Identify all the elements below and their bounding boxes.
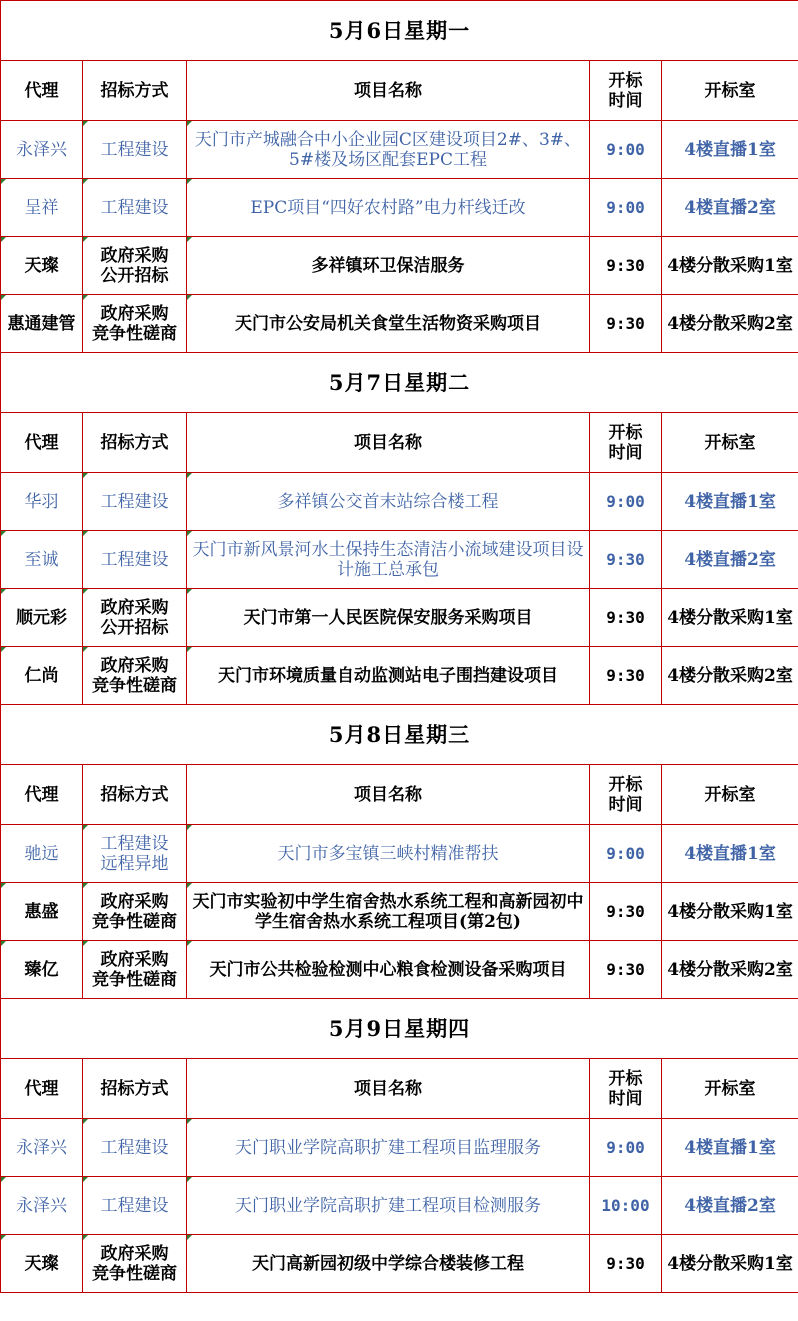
comment-marker-icon [1,883,6,888]
table-row [1,531,798,589]
day-title-row [1,1,798,61]
agent-cell: 天璨 [1,1235,83,1293]
comment-marker-icon [83,531,88,536]
comment-marker-icon [83,179,88,184]
comment-marker-icon [83,589,88,594]
room-cell: 4楼分散采购1室 [662,1235,798,1293]
time-cell: 9:00 [590,1119,662,1177]
project-cell: 天门市实验初中学生宿舍热水系统工程和高新园初中学生宿舍热水系统工程项目(第2包) [187,883,590,941]
header-agent: 代理 [1,765,83,825]
time-cell: 9:30 [590,295,662,353]
comment-marker-icon [187,647,192,652]
room-cell: 4楼直播1室 [662,1119,798,1177]
room-cell: 4楼直播1室 [662,473,798,531]
room-cell: 4楼分散采购1室 [662,589,798,647]
header-time: 开标 时间 [590,61,662,121]
project-cell: 天门市环境质量自动监测站电子围挡建设项目 [187,647,590,705]
comment-marker-icon [1,1177,6,1182]
room-cell: 4楼分散采购2室 [662,295,798,353]
header-row [1,765,798,825]
comment-marker-icon [187,825,192,830]
room-cell: 4楼直播2室 [662,1177,798,1235]
time-cell: 10:00 [590,1177,662,1235]
comment-marker-icon [187,295,192,300]
header-room: 开标室 [662,765,798,825]
comment-marker-icon [187,531,192,536]
comment-marker-icon [83,237,88,242]
method-cell: 政府采购 竞争性磋商 [83,883,187,941]
header-row [1,61,798,121]
table-row [1,179,798,237]
agent-cell: 仁尚 [1,647,83,705]
time-cell: 9:30 [590,1235,662,1293]
method-cell: 工程建设 [83,121,187,179]
agent-cell: 华羽 [1,473,83,531]
comment-marker-icon [83,121,88,126]
room-cell: 4楼分散采购1室 [662,237,798,295]
comment-marker-icon [83,1235,88,1240]
comment-marker-icon [187,589,192,594]
time-cell: 9:30 [590,237,662,295]
agent-cell: 顺元彩 [1,589,83,647]
table-row [1,825,798,883]
project-cell: 多祥镇公交首末站综合楼工程 [187,473,590,531]
room-cell: 4楼直播1室 [662,121,798,179]
time-cell: 9:30 [590,531,662,589]
method-cell: 政府采购 公开招标 [83,589,187,647]
comment-marker-icon [1,237,6,242]
comment-marker-icon [187,121,192,126]
agent-cell: 永泽兴 [1,121,83,179]
agent-cell: 惠通建管 [1,295,83,353]
time-cell: 9:30 [590,941,662,999]
header-agent: 代理 [1,61,83,121]
comment-marker-icon [187,1177,192,1182]
time-cell: 9:00 [590,179,662,237]
header-agent: 代理 [1,1059,83,1119]
comment-marker-icon [1,647,6,652]
comment-marker-icon [187,237,192,242]
header-room: 开标室 [662,1059,798,1119]
table-row [1,237,798,295]
table-row [1,589,798,647]
comment-marker-icon [187,1235,192,1240]
header-method: 招标方式 [83,413,187,473]
day-title-row [1,353,798,413]
comment-marker-icon [83,1119,88,1124]
project-cell: 多祥镇环卫保洁服务 [187,237,590,295]
project-cell: 天门市新风景河水土保持生态清洁小流域建设项目设计施工总承包 [187,531,590,589]
comment-marker-icon [83,883,88,888]
comment-marker-icon [1,1235,6,1240]
comment-marker-icon [83,941,88,946]
room-cell: 4楼分散采购2室 [662,647,798,705]
header-time: 开标 时间 [590,765,662,825]
table-row [1,1177,798,1235]
header-time: 开标 时间 [590,413,662,473]
time-cell: 9:30 [590,589,662,647]
header-method: 招标方式 [83,765,187,825]
header-room: 开标室 [662,61,798,121]
time-cell: 9:00 [590,825,662,883]
method-cell: 工程建设 [83,1177,187,1235]
method-cell: 政府采购 竞争性磋商 [83,295,187,353]
table-row [1,1119,798,1177]
time-cell: 9:30 [590,883,662,941]
header-row [1,413,798,473]
agent-cell: 驰远 [1,825,83,883]
time-cell: 9:30 [590,647,662,705]
project-cell: 天门职业学院高职扩建工程项目监理服务 [187,1119,590,1177]
comment-marker-icon [187,179,192,184]
method-cell: 工程建设 [83,1119,187,1177]
header-method: 招标方式 [83,1059,187,1119]
comment-marker-icon [83,647,88,652]
comment-marker-icon [187,941,192,946]
comment-marker-icon [83,473,88,478]
agent-cell: 至诚 [1,531,83,589]
method-cell: 工程建设 [83,179,187,237]
comment-marker-icon [1,179,6,184]
table-row [1,1235,798,1293]
comment-marker-icon [83,825,88,830]
agent-cell: 天璨 [1,237,83,295]
comment-marker-icon [1,589,6,594]
header-row [1,1059,798,1119]
table-row [1,121,798,179]
day-title: 5月8日星期三 [1,705,798,765]
day-title: 5月9日星期四 [1,999,798,1059]
header-method: 招标方式 [83,61,187,121]
project-cell: 天门市公共检验检测中心粮食检测设备采购项目 [187,941,590,999]
agent-cell: 臻亿 [1,941,83,999]
method-cell: 工程建设 [83,531,187,589]
agent-cell: 呈祥 [1,179,83,237]
project-cell: EPC项目“四好农村路”电力杆线迁改 [187,179,590,237]
method-cell: 政府采购 竞争性磋商 [83,1235,187,1293]
header-time: 开标 时间 [590,1059,662,1119]
day-title-row [1,705,798,765]
table-row [1,941,798,999]
comment-marker-icon [1,531,6,536]
room-cell: 4楼直播2室 [662,531,798,589]
comment-marker-icon [1,295,6,300]
table-row [1,883,798,941]
method-cell: 工程建设 [83,473,187,531]
header-agent: 代理 [1,413,83,473]
project-cell: 天门市多宝镇三峡村精准帮扶 [187,825,590,883]
table-row [1,647,798,705]
table-row [1,473,798,531]
project-cell: 天门市第一人民医院保安服务采购项目 [187,589,590,647]
header-project: 项目名称 [187,765,590,825]
room-cell: 4楼直播2室 [662,179,798,237]
room-cell: 4楼直播1室 [662,825,798,883]
room-cell: 4楼分散采购2室 [662,941,798,999]
project-cell: 天门市公安局机关食堂生活物资采购项目 [187,295,590,353]
comment-marker-icon [187,1119,192,1124]
project-cell: 天门职业学院高职扩建工程项目检测服务 [187,1177,590,1235]
room-cell: 4楼分散采购1室 [662,883,798,941]
time-cell: 9:00 [590,121,662,179]
header-project: 项目名称 [187,1059,590,1119]
method-cell: 政府采购 竞争性磋商 [83,647,187,705]
time-cell: 9:00 [590,473,662,531]
agent-cell: 永泽兴 [1,1177,83,1235]
comment-marker-icon [187,473,192,478]
header-project: 项目名称 [187,413,590,473]
comment-marker-icon [1,941,6,946]
agent-cell: 惠盛 [1,883,83,941]
project-cell: 天门市产城融合中小企业园C区建设项目2#、3#、5#楼及场区配套EPC工程 [187,121,590,179]
method-cell: 政府采购 公开招标 [83,237,187,295]
comment-marker-icon [83,295,88,300]
comment-marker-icon [187,883,192,888]
comment-marker-icon [83,1177,88,1182]
header-room: 开标室 [662,413,798,473]
agent-cell: 永泽兴 [1,1119,83,1177]
method-cell: 政府采购 竞争性磋商 [83,941,187,999]
method-cell: 工程建设 远程异地 [83,825,187,883]
day-title: 5月7日星期二 [1,353,798,413]
day-title-row [1,999,798,1059]
day-title: 5月6日星期一 [1,1,798,61]
project-cell: 天门高新园初级中学综合楼装修工程 [187,1235,590,1293]
table-row [1,295,798,353]
header-project: 项目名称 [187,61,590,121]
